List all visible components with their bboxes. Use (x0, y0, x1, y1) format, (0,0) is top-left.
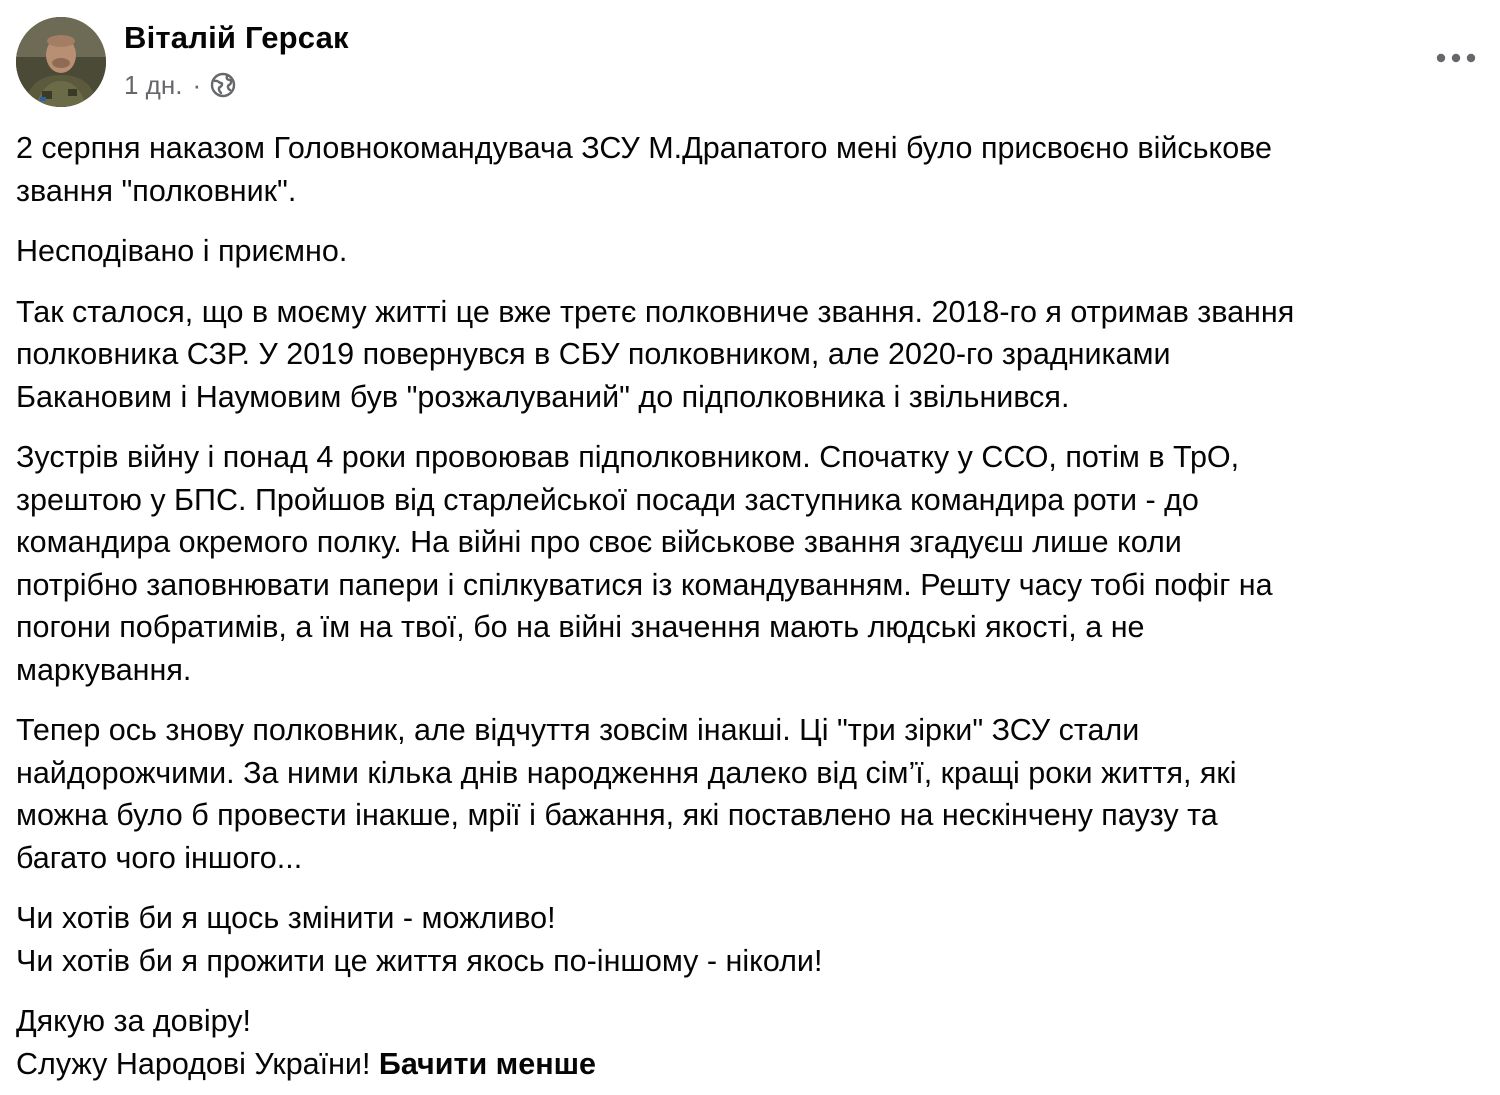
post-paragraph: Тепер ось знову полковник, але відчуття зовсім інакші. Ці "три зірки" ЗСУ стали найдорожчими. За ними кілька днів народження далеко від сім’ї, кращі роки життя, які можна було б провести інакше, мрії і бажання, які поставлено на нескінчену паузу та багато чого іншого... (16, 713, 1237, 875)
post-body (16, 127, 1486, 1095)
post-meta (124, 68, 237, 102)
post-paragraph-last-text: Дякую за довіру! Служу Народові України! (16, 1004, 371, 1081)
globe-icon[interactable] (209, 71, 237, 99)
see-less-link[interactable]: Бачити менше (378, 1046, 596, 1081)
profile-photo-icon (16, 17, 106, 107)
more-options-button[interactable] (1428, 38, 1484, 78)
meta-separator: · (192, 69, 202, 100)
post-paragraph-last (16, 1000, 1486, 1085)
more-horizontal-icon (1436, 53, 1476, 63)
post-time[interactable]: 1 дн. (124, 69, 183, 100)
post-paragraph: 2 серпня наказом Головнокомандувача ЗСУ М.Драпатого мені було присвоєно військове звання "полковник". (16, 131, 1273, 208)
post-paragraph: Так сталося, що в моєму житті це вже третє полковниче звання. 2018-го я отримав звання полковника СЗР. У 2019 повернувся в СБУ полковником, але 2020-го зрадниками Бакановим і Наумовим був "розжалуваний" до підполковника і звільнився. (16, 294, 1295, 414)
post-paragraph: Зустрів війну і понад 4 роки провоював підполковником. Спочатку у ССО, потім в ТрО, зрештою у БПС. Пройшов від старлейської посади заступника командира роти - до командира окремого полку. На війні про своє військове звання згадуєш лише коли потрібно заповнювати папери і спілкуватися із командуванням. Решту часу тобі пофіг на погони побратимів, а їм на твої, бо на війні значення мають людські якості, а не маркування. (16, 440, 1273, 687)
post-paragraph: Чи хотів би я щось змінити - можливо! Чи хотів би я прожити це життя якось по-іншому - ніколи! (16, 901, 823, 978)
author-name[interactable]: Віталій Герсак (124, 20, 349, 55)
post-paragraph: Несподівано і приємно. (16, 234, 348, 268)
post-header (16, 16, 1484, 108)
author-avatar[interactable] (16, 17, 106, 107)
